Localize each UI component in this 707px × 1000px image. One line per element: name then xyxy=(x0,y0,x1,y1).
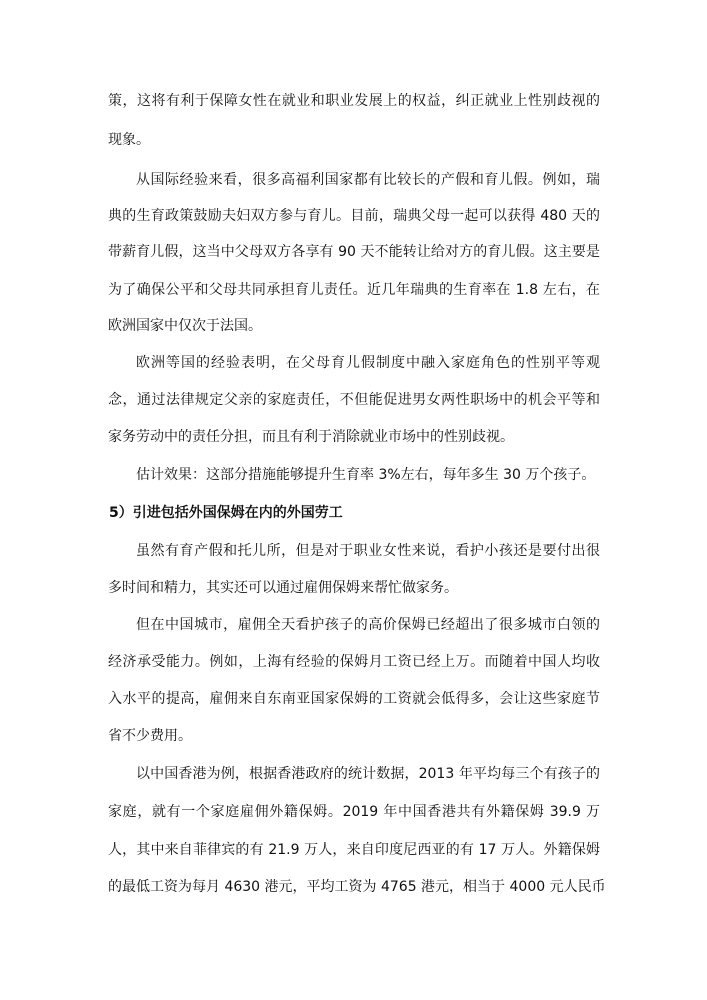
text-line: 典的生育政策鼓励夫妇双方参与育儿。目前，瑞典父母一起可以获得 480 天的 xyxy=(108,208,600,224)
text-line: 念，通过法律规定父亲的家庭责任，不但能促进男女两性职场中的机会平等和 xyxy=(108,392,600,408)
text-line: 家庭，就有一个家庭雇佣外籍保姆。2019 年中国香港共有外籍保姆 39.9 万 xyxy=(108,804,600,820)
text-line: 人，其中来自菲律宾的有 21.9 万人，来自印度尼西亚的有 17 万人。外籍保姆 xyxy=(108,842,600,858)
text-line: 现象。 xyxy=(108,132,150,148)
text-line: 虽然有育产假和托儿所，但是对于职业女性来说，看护小孩还是要付出很 xyxy=(136,543,600,559)
text-line: 省不少费用。 xyxy=(108,728,192,744)
text-line: 但在中国城市，雇佣全天看护孩子的高价保姆已经超出了很多城市白领的 xyxy=(136,617,600,633)
text-line: 欧洲等国的经验表明，在父母育儿假制度中融入家庭角色的性别平等观 xyxy=(136,355,600,371)
text-line: 为了确保公平和父母共同承担育儿责任。近几年瑞典的生育率在 1.8 左右，在 xyxy=(108,282,600,298)
text-line: 估计效果：这部分措施能够提升生育率 3%左右，每年多生 30 万个孩子。 xyxy=(136,467,596,483)
text-line: 的最低工资为每月 4630 港元，平均工资为 4765 港元，相当于 4000 元人民币 xyxy=(108,879,606,895)
section-heading: 5）引进包括外国保姆在内的外国劳工 xyxy=(109,505,343,521)
text-line: 带薪育儿假，这当中父母双方各享有 90 天不能转让给对方的育儿假。这主要是 xyxy=(108,244,600,260)
text-line: 以中国香港为例，根据香港政府的统计数据，2013 年平均每三个有孩子的 xyxy=(136,766,600,782)
text-line: 经济承受能力。例如，上海有经验的保姆月工资已经上万。而随着中国人均收 xyxy=(108,654,600,670)
text-line: 多时间和精力，其实还可以通过雇佣保姆来帮忙做家务。 xyxy=(108,580,458,596)
text-line: 从国际经验来看，很多高福利国家都有比较长的产假和育儿假。例如，瑞 xyxy=(136,172,600,188)
text-line: 家务劳动中的责任分担，而且有利于消除就业市场中的性别歧视。 xyxy=(108,429,514,445)
text-line: 入水平的提高，雇佣来自东南亚国家保姆的工资就会低得多，会让这些家庭节 xyxy=(108,691,600,707)
text-line: 欧洲国家中仅次于法国。 xyxy=(108,318,262,334)
text-line: 策，这将有利于保障女性在就业和职业发展上的权益，纠正就业上性别歧视的 xyxy=(108,93,600,109)
